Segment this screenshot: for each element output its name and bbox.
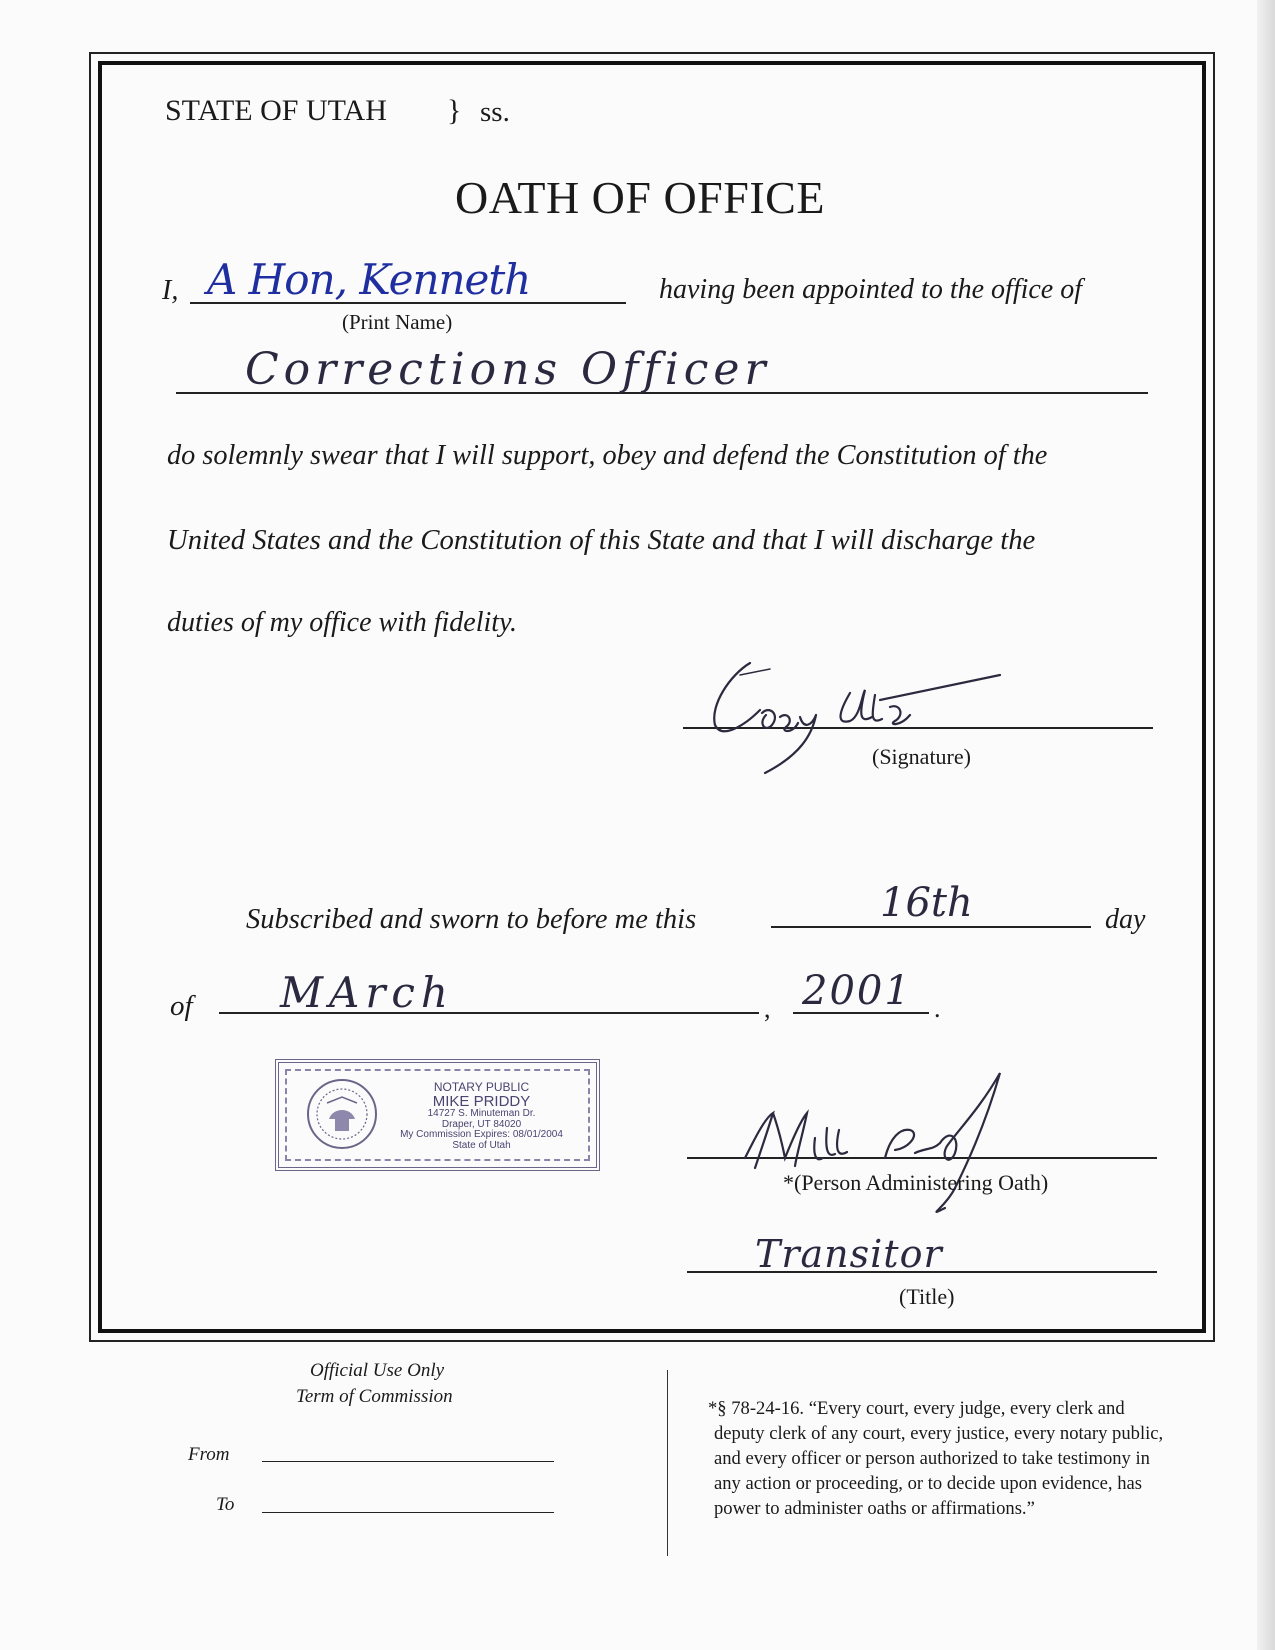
stamp-notary-name: MIKE PRIDDY [432,1092,531,1110]
oath-line-1: do solemnly swear that I will support, obey and defend the Constitution of the [167,440,1048,471]
administering-caption: *(Person Administering Oath) [783,1170,1049,1195]
stamp-address: 14727 S. Minuteman Dr. [427,1108,536,1120]
month-value[interactable]: MArch [280,968,454,1017]
state-label: STATE OF UTAH [165,94,387,127]
day-label: day [1105,904,1146,935]
footnote-line-1: *§ 78-24-16. “Every court, every judge, every clerk and [708,1398,1125,1419]
administering-signature-drawing[interactable] [735,1058,1095,1258]
oath-line-2: United States and the Constitution of this State and that I will discharge the [167,524,1036,556]
stamp-notary-label: NOTARY PUBLIC [433,1080,530,1094]
page-edge [1257,0,1275,1650]
title-value[interactable]: Transitor [755,1232,943,1276]
section-divider [667,1370,668,1556]
from-line[interactable] [262,1461,554,1462]
footnote-line-5: power to administer oaths or affirmations.” [714,1498,1035,1519]
comma: , [764,994,771,1023]
document-title: OATH OF OFFICE [455,172,825,223]
of-label: of [170,990,193,1022]
i-prefix: I, [162,275,179,306]
period: . [934,994,941,1023]
brace-symbol: } [447,94,462,127]
day-value[interactable]: 16th [880,880,973,926]
official-use-heading: Official Use Only [310,1360,445,1381]
title-caption: (Title) [899,1284,955,1309]
office-value[interactable]: Corrections Officer [245,344,771,395]
name-value[interactable]: A Hon, Kenneth [207,255,531,304]
footnote-line-4: any action or proceeding, or to decide upon evidence, has [714,1473,1143,1494]
appointed-text: having been appointed to the office of [659,274,1083,305]
ss-label: ss. [480,96,510,128]
from-label: From [188,1444,230,1465]
stamp-expiry: My Commission Expires: 08/01/2004 [400,1129,563,1141]
subscribed-text: Subscribed and sworn to before me this [246,904,697,935]
stamp-city: Draper, UT 84020 [441,1118,522,1130]
notary-stamp [275,1059,600,1171]
oath-line-3: duties of my office with fidelity. [167,607,517,638]
day-line [771,926,1091,928]
stamp-state: State of Utah [452,1139,511,1151]
footnote-line-2: deputy clerk of any court, every justice, every notary public, [714,1423,1164,1444]
stamp-text [379,1081,584,1151]
to-label: To [216,1494,235,1515]
signature-caption: (Signature) [872,744,971,769]
year-value[interactable]: 2001 [802,968,912,1014]
state-seal-icon [305,1077,379,1151]
print-name-caption: (Print Name) [342,310,453,334]
term-of-commission-heading: Term of Commission [296,1386,453,1407]
to-line[interactable] [262,1512,554,1513]
footnote-line-3: and every officer or person authorized to take testimony in [714,1448,1150,1469]
